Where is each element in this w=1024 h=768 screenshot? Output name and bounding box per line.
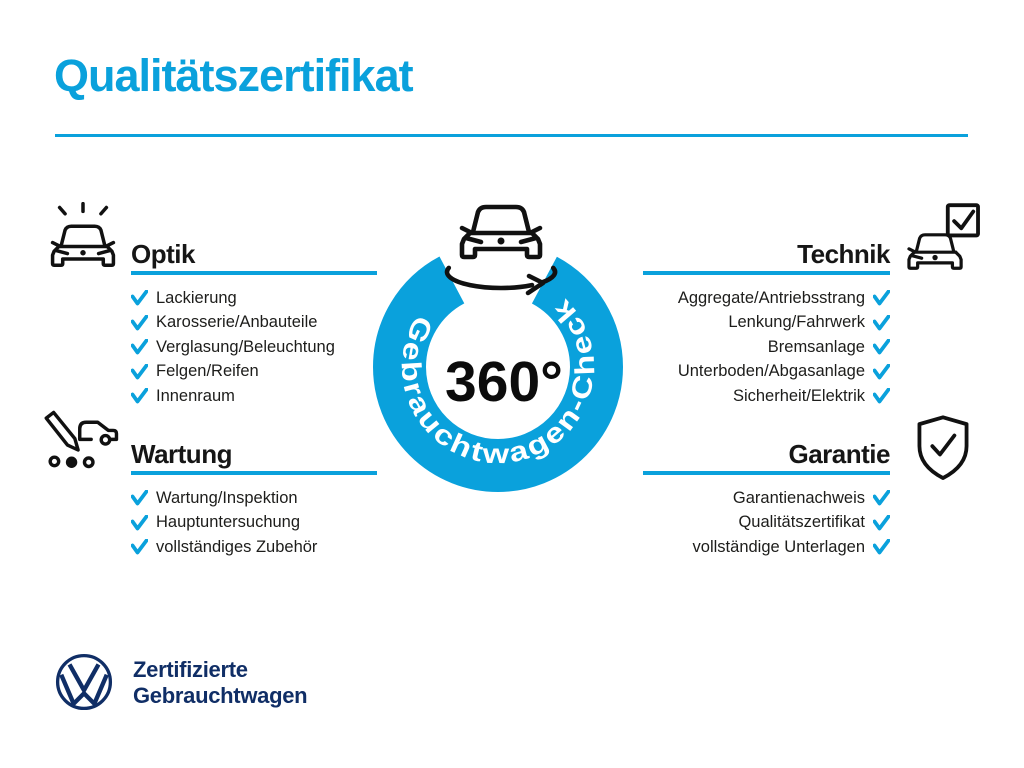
badge-ring-label: Gebrauchtwagen-Check [395, 295, 601, 470]
footer-line1: Zertifizierte [133, 657, 248, 682]
check-item [643, 286, 890, 311]
item-label: vollständiges Zubehör [156, 537, 318, 556]
item-label: Sicherheit/Elektrik [732, 386, 865, 405]
badge-graphic [373, 200, 623, 500]
check-icon [873, 515, 890, 531]
car-checkbox-icon [903, 202, 983, 280]
check-item [131, 384, 377, 409]
check-icon [873, 290, 890, 306]
item-label: Bremsanlage [767, 337, 865, 356]
car-360-rotation-icon [447, 207, 555, 293]
section-optik [131, 237, 377, 409]
check-item [131, 511, 377, 536]
check-icon [873, 339, 890, 355]
shield-check-icon [905, 412, 981, 494]
item-label: Unterboden/Abgasanlage [677, 362, 865, 381]
check-item [131, 286, 377, 311]
check-list [131, 275, 377, 409]
check-item [131, 535, 377, 560]
footer-wordmark [133, 657, 307, 709]
section-title: Wartung [131, 439, 232, 469]
check-item [643, 384, 890, 409]
check-item [643, 311, 890, 336]
check-icon [873, 315, 890, 331]
section-title: Optik [131, 239, 195, 269]
item-label: Innenraum [156, 386, 235, 405]
check-item [131, 360, 377, 385]
item-label: Hauptuntersuchung [156, 513, 301, 532]
item-label: Karosserie/Anbauteile [156, 313, 318, 332]
item-label: Verglasung/Beleuchtung [156, 337, 335, 356]
badge-360 [373, 200, 623, 505]
check-icon [873, 539, 890, 555]
check-item [131, 311, 377, 336]
page-title: Qualitätszertifikat [54, 50, 413, 101]
check-icon [873, 490, 890, 506]
check-icon [131, 290, 148, 306]
check-icon [131, 388, 148, 404]
check-icon [131, 364, 148, 380]
check-icon [873, 388, 890, 404]
check-icon [131, 339, 148, 355]
section-title: Technik [797, 239, 890, 269]
section-technik [643, 237, 890, 409]
check-list [643, 275, 890, 409]
check-item [131, 335, 377, 360]
check-item [643, 486, 890, 511]
checklist-car-icon [42, 410, 124, 490]
check-item [643, 335, 890, 360]
check-icon [131, 490, 148, 506]
item-label: Wartung/Inspektion [156, 488, 298, 507]
item-label: Lenkung/Fahrwerk [728, 313, 865, 332]
check-icon [131, 539, 148, 555]
badge-center-label: 360° [445, 350, 563, 414]
check-item [643, 511, 890, 536]
item-label: Garantienachweis [732, 488, 865, 507]
check-item [643, 360, 890, 385]
vw-logo [54, 652, 114, 712]
footer-line2: Gebrauchtwagen [133, 683, 308, 708]
item-label: Aggregate/Antriebsstrang [677, 288, 865, 307]
check-list [643, 475, 890, 560]
check-icon [131, 315, 148, 331]
check-item [643, 535, 890, 560]
item-label: Felgen/Reifen [156, 362, 259, 381]
item-label: Lackierung [156, 288, 237, 307]
section-wartung [131, 437, 377, 560]
item-label: Qualitätszertifikat [738, 513, 865, 532]
title-underline [55, 134, 968, 137]
section-title: Garantie [788, 439, 890, 469]
item-label: vollständige Unterlagen [692, 537, 865, 556]
check-icon [873, 364, 890, 380]
car-shine-icon [44, 202, 122, 284]
check-item [131, 486, 377, 511]
check-list [131, 475, 377, 560]
check-icon [131, 515, 148, 531]
section-garantie [643, 437, 890, 560]
